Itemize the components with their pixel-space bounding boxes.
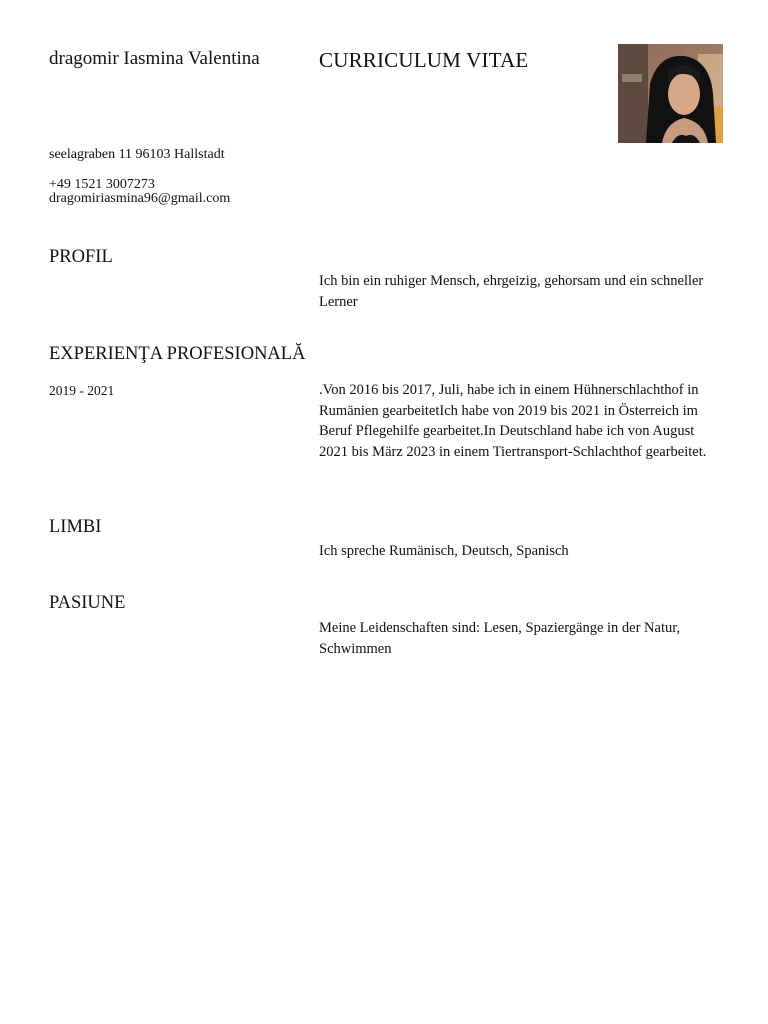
- document-title: CURRICULUM VITAE: [319, 48, 529, 72]
- experience-date: 2019 - 2021: [49, 383, 115, 398]
- section-heading-languages: LIMBI: [49, 517, 102, 537]
- contact-address: seelagraben 11 96103 Hallstadt: [49, 147, 225, 162]
- contact-phone: +49 1521 3007273: [49, 177, 155, 192]
- experience-text: .Von 2016 bis 2017, Juli, habe ich in einem Hühnerschlachthof in Rumänien gearbeitetIch habe von 2019 bis 2021 in Österreich im Beruf Pflegehilfe gearbeitet.In Deutschland habe ich von August 2021 bis März 2023 in einem Tiertransport-Schlachthof gearbeitet.: [319, 382, 707, 460]
- section-heading-profil: PROFIL: [49, 247, 113, 267]
- candidate-name: dragomir Iasmina Valentina: [49, 48, 260, 69]
- profil-text: Ich bin ein ruhiger Mensch, ehrgeizig, gehorsam und ein schneller Lerner: [319, 273, 704, 310]
- languages-text: Ich spreche Rumänisch, Deutsch, Spanisch: [319, 543, 569, 559]
- profile-photo: [618, 44, 723, 143]
- passion-text: Meine Leidenschaften sind: Lesen, Spaziergänge in der Natur, Schwimmen: [319, 620, 681, 657]
- section-heading-experience: EXPERIENŢA PROFESIONALĂ: [49, 344, 306, 364]
- contact-email: dragomiriasmina96@gmail.com: [49, 191, 231, 206]
- section-heading-passion: PASIUNE: [49, 593, 126, 613]
- profile-photo-icon: [618, 44, 723, 143]
